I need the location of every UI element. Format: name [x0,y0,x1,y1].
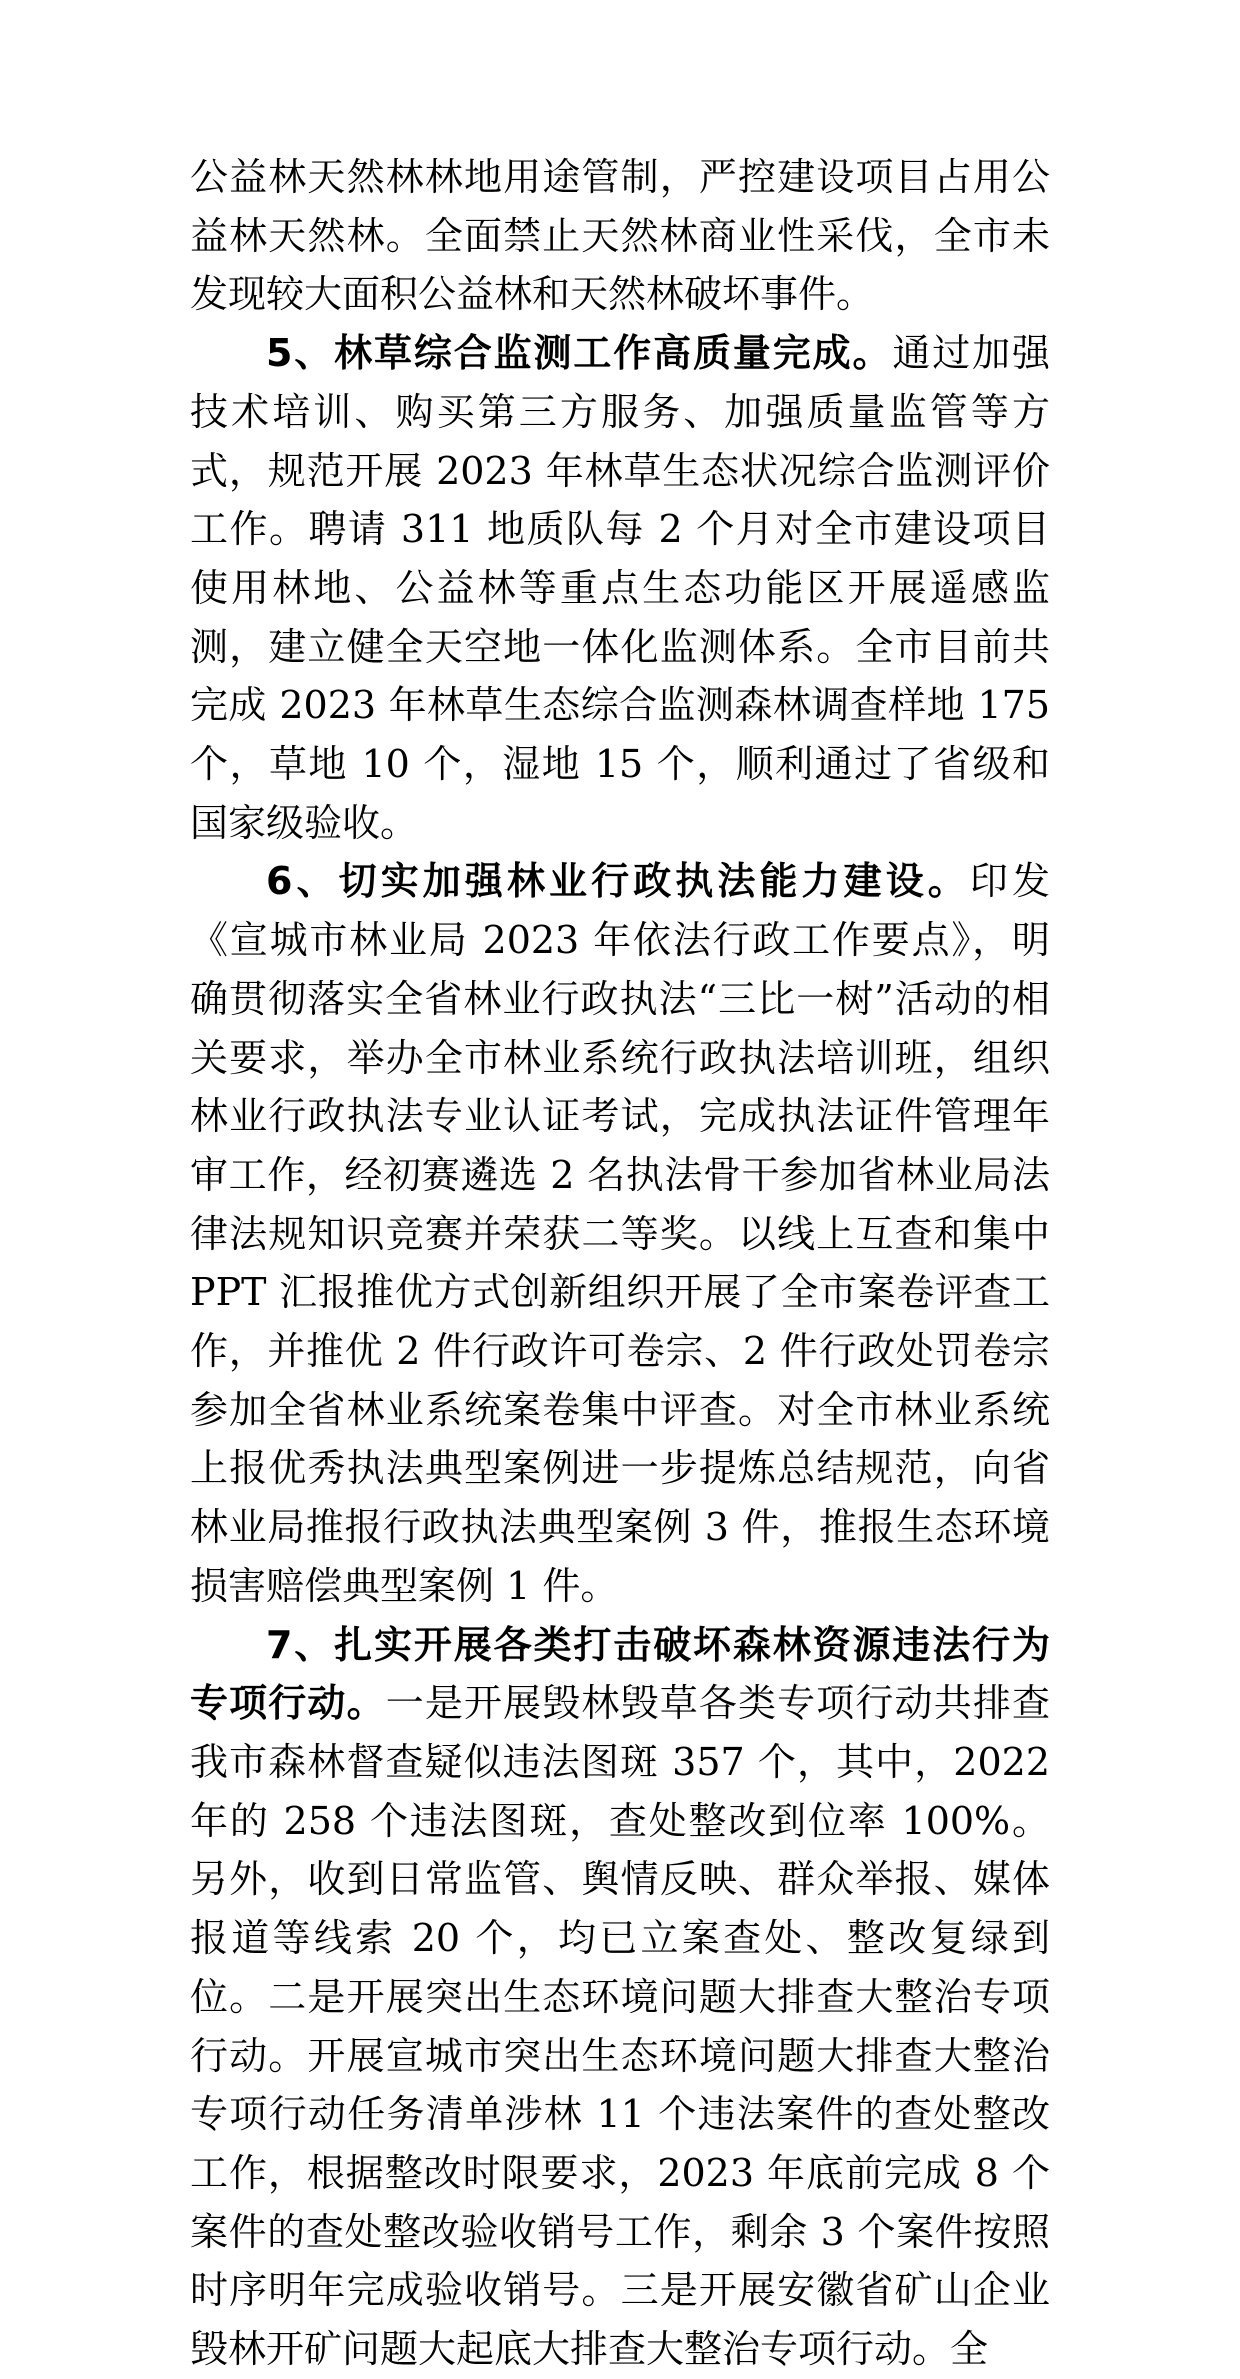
paragraph-body: 通过加强技术培训、购买第三方服务、加强质量监管等方式，规范开展 2023 年林草生态状况综合监测评价工作。聘请 311 地质队每 2 个月对全市建设项目使用林地、公益林等重点生态功能区开展遥感监测，建立健全天空地一体化监测体系。全市目前共完成 2023 年林草生态综合监测森林调查样地 175 个，草地 10 个，湿地 15 个，顺利通过了省级和国家级验收。 [190,331,1050,845]
paragraph-body: 一是开展毁林毁草各类专项行动共排查我市森林督查疑似违法图斑 357 个，其中，2022 年的 258 个违法图斑，查处整改到位率 100%。另外，收到日常监管、舆情反映、群众举报、媒体报道等线索 20 个，均已立案查处、整改复绿到位。二是开展突出生态环境问题大排查大整治专项行动。开展宣城市突出生态环境问题大排查大整治专项行动任务清单涉林 11 个违法案件的查处整改工作，根据整改时限要求，2023 年底前完成 8 个案件的查处整改验收销号工作，剩余 3 个案件按照时序明年完成验收销号。三是开展安徽省矿山企业毁林开矿问题大起底大排查大整治专项行动。全 [190,1681,1050,2372]
paragraph-body: 印发《宣城市林业局 2023 年依法行政工作要点》，明确贯彻落实全省林业行政执法“三比一树”活动的相关要求，举办全市林业系统行政执法培训班，组织林业行政执法专业认证考试，完成执法证件管理年审工作，经初赛遴选 2 名执法骨干参加省林业局法律法规知识竞赛并荣获二等奖。以线上互查和集中 PPT 汇报推优方式创新组织开展了全市案卷评查工作，并推优 2 件行政许可卷宗、2 件行政处罚卷宗参加全省林业系统案卷集中评查。对全市林业系统上报优秀执法典型案例进一步提炼总结规范，向省林业局推报行政执法典型案例 3 件，推报生态环境损害赔偿典型案例 1 件。 [190,859,1050,1608]
section-heading: 6、切实加强林业行政执法能力建设。 [266,859,970,904]
section-heading: 7、扎实开展各类打击破坏森林资源违法行为专项行动。 [190,1622,1050,1726]
paragraph-section-5 [190,324,1050,852]
paragraph-section-6 [190,852,1050,1615]
section-heading: 5、林草综合监测工作高质量完成。 [266,331,893,376]
document-page [190,148,1050,2379]
paragraph-continued [190,148,1050,324]
paragraph-body: 公益林天然林林地用途管制，严控建设项目占用公益林天然林。全面禁止天然林商业性采伐，全市未发现较大面积公益林和天然林破坏事件。 [190,155,1050,317]
paragraph-section-7 [190,1616,1050,2379]
